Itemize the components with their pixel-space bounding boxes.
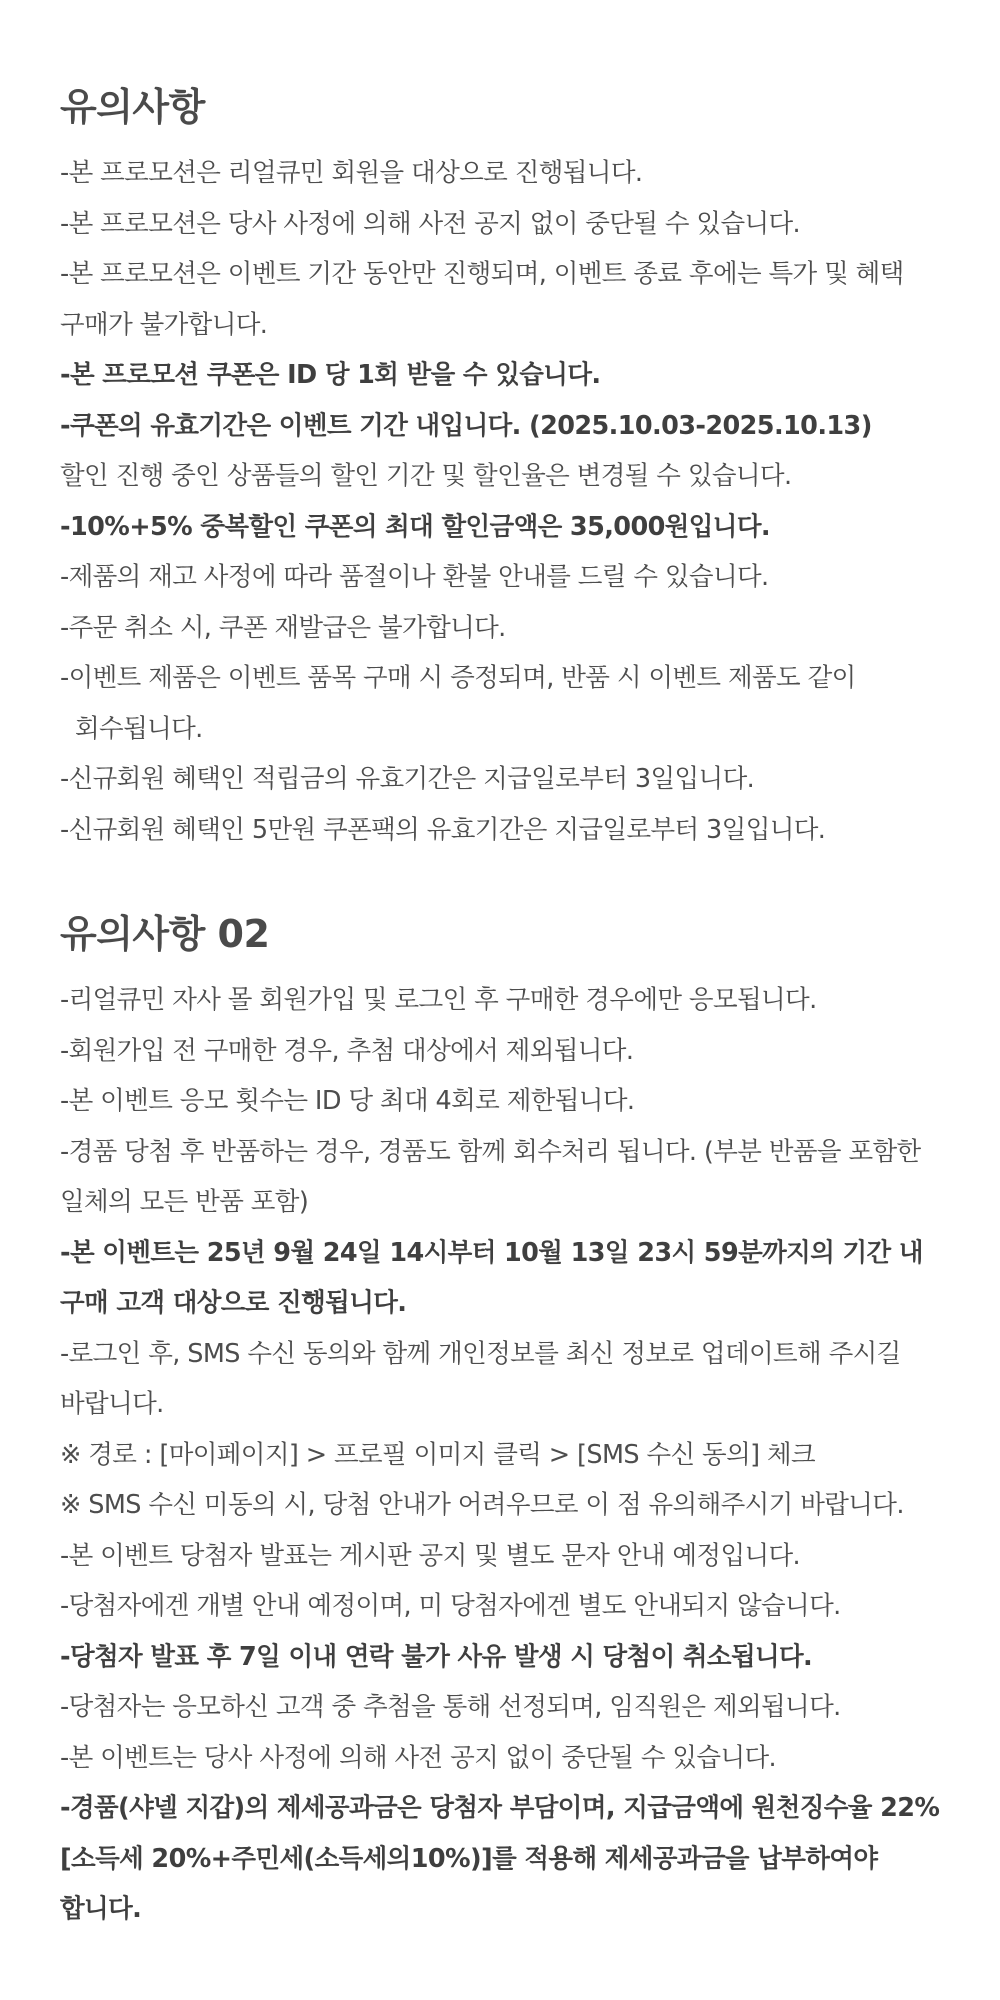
notice-item: ※ 경로 : [마이페이지] > 프로필 이미지 클릭 > [SMS 수신 동의] 체크 — [60, 1439, 816, 1470]
notice-item: ※ SMS 수신 미동의 시, 당첨 안내가 어려우므로 이 점 유의해주시기 바랍니다. — [60, 1490, 904, 1520]
notice-item: -당첨자에겐 개별 안내 예정이며, 미 당첨자에겐 별도 안내되지 않습니다. — [60, 1591, 841, 1621]
notice-item: -당첨자는 응모하신 고객 중 추첨을 통해 선정되며, 임직원은 제외됩니다. — [60, 1692, 841, 1722]
notice-section-2 — [60, 905, 940, 1935]
notice-item: -10%+5% 중복할인 쿠폰의 최대 할인금액은 35,000원입니다. — [60, 511, 770, 542]
notice-item: -주문 취소 시, 쿠폰 재발급은 불가합니다. — [60, 612, 506, 643]
notice-item: -본 프로모션은 이벤트 기간 동안만 진행되며, 이벤트 종료 후에는 특가 및 혜택 구매가 불가합니다. — [60, 259, 912, 340]
notice-list — [60, 975, 940, 1935]
notice-item: -본 프로모션은 당사 사정에 의해 사전 공지 없이 중단될 수 있습니다. — [60, 208, 801, 239]
notice-item: -로그인 후, SMS 수신 동의와 함께 개인정보를 최신 정보로 업데이트해 주시길 바랍니다. — [60, 1338, 909, 1419]
notice-item: -제품의 재고 사정에 따라 품절이나 환불 안내를 드릴 수 있습니다. — [60, 562, 769, 592]
notice-item: -경품(샤넬 지갑)의 제세공과금은 당첨자 부담이며, 지급금액에 원천징수율 22%[소득세 20%+주민세(소득세의10%)]를 적용해 제세공과금을 납부하여야 합니다. — [60, 1793, 940, 1924]
notice-section-1 — [60, 78, 940, 855]
notice-item: -본 이벤트는 25년 9월 24일 14시부터 10월 13일 23시 59분까지의 기간 내 구매 고객 대상으로 진행됩니다. — [60, 1237, 932, 1318]
notice-list — [60, 148, 940, 855]
notice-item: -당첨자 발표 후 7일 이내 연락 불가 사유 발생 시 당첨이 취소됩니다. — [60, 1641, 813, 1672]
notice-item: -신규회원 혜택인 5만원 쿠폰팩의 유효기간은 지급일로부터 3일입니다. — [60, 814, 826, 845]
notice-item: -회원가입 전 구매한 경우, 추첨 대상에서 제외됩니다. — [60, 1035, 634, 1066]
notice-item: -본 이벤트 응모 횟수는 ID 당 최대 4회로 제한됩니다. — [60, 1086, 635, 1116]
notice-item: -쿠폰의 유효기간은 이벤트 기간 내입니다. (2025.10.03-2025.10.13) — [60, 410, 872, 441]
notice-item: -리얼큐민 자사 몰 회원가입 및 로그인 후 구매한 경우에만 응모됩니다. — [60, 985, 817, 1015]
notice-item: -본 프로모션 쿠폰은 ID 당 1회 받을 수 있습니다. — [60, 360, 601, 390]
section-title: 유의사항 02 — [60, 912, 270, 956]
notice-item: -경품 당첨 후 반품하는 경우, 경품도 함께 회수처리 됩니다. (부분 반품을 포함한 일체의 모든 반품 포함) — [60, 1136, 929, 1217]
notice-item: 할인 진행 중인 상품들의 할인 기간 및 할인율은 변경될 수 있습니다. — [60, 461, 792, 491]
notice-item: -신규회원 혜택인 적립금의 유효기간은 지급일로부터 3일입니다. — [60, 764, 755, 794]
notice-item: -본 이벤트 당첨자 발표는 게시판 공지 및 별도 문자 안내 예정입니다. — [60, 1540, 801, 1571]
notice-item: -본 프로모션은 리얼큐민 회원을 대상으로 진행됩니다. — [60, 158, 643, 188]
notice-item: -이벤트 제품은 이벤트 품목 구매 시 증정되며, 반품 시 이벤트 제품도 같이 회수됩니다. — [60, 663, 856, 744]
section-title: 유의사항 — [60, 85, 205, 129]
notice-item: -본 이벤트는 당사 사정에 의해 사전 공지 없이 중단될 수 있습니다. — [60, 1742, 777, 1773]
